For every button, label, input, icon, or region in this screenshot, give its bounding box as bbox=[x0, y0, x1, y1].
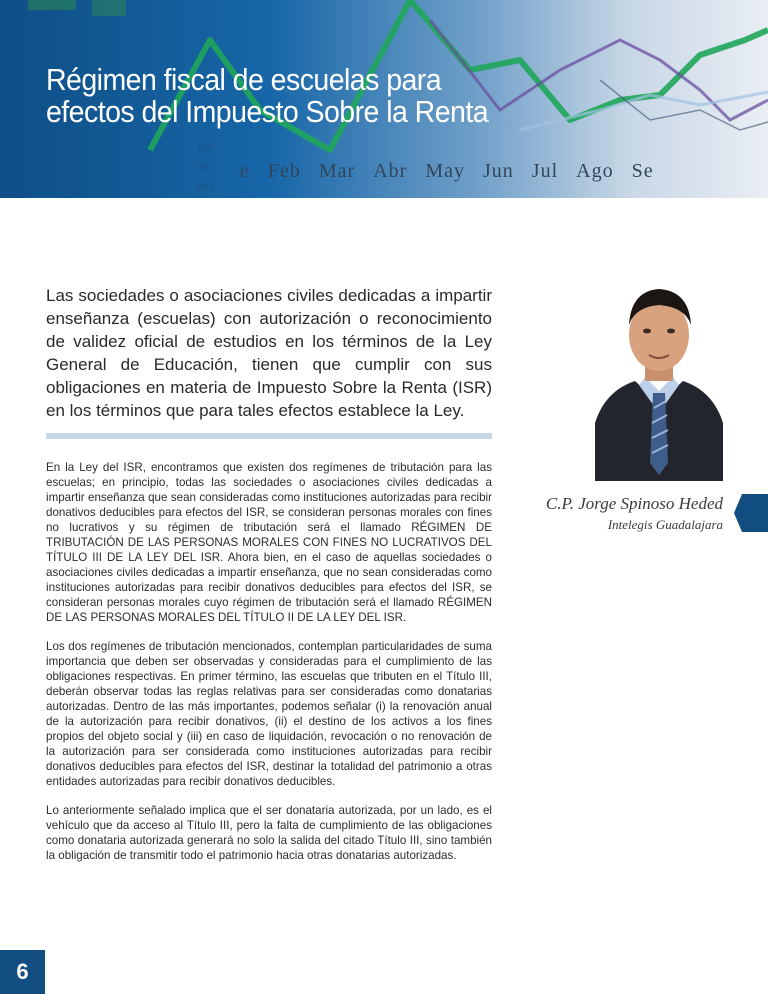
page-number: 6 bbox=[0, 950, 45, 994]
title-line-1: Régimen fiscal de escuelas para bbox=[46, 62, 442, 97]
lead-paragraph: Las sociedades o asociaciones civiles dedicadas a impartir enseñanza (escuelas) con autorización o reconocimiento de validez oficial de estudios en los términos de la Ley General de Educación, tienen que cumplir con sus obligaciones en materia de Impuesto Sobre la Renta (ISR) en los términos que para tales efectos establece la Ley. bbox=[46, 286, 492, 420]
tick-label: 001 bbox=[196, 179, 214, 193]
side-tab-marker bbox=[734, 494, 768, 532]
header-banner bbox=[0, 0, 768, 198]
author-photo bbox=[595, 273, 723, 481]
title-line-2: efectos del Impuesto Sobre la Renta bbox=[46, 94, 489, 129]
article-body bbox=[46, 460, 492, 877]
month-label: Jul bbox=[531, 160, 559, 182]
article-title bbox=[46, 64, 543, 128]
author-name: C.P. Jorge Spinoso Heded bbox=[545, 494, 723, 513]
month-label: Se bbox=[631, 160, 654, 182]
section-divider bbox=[46, 433, 492, 439]
month-label: May bbox=[425, 160, 465, 182]
month-label: Ago bbox=[576, 160, 614, 182]
body-paragraph: Los dos regímenes de tributación mencionados, contemplan particularidades de suma importancia que deben ser observadas y consideradas para el cumplimiento de las obligaciones respectivas. En primer término, las escuelas que tributen en el Título III, deberán observar todas las reglas relativas para ser consideradas como donatarias autorizadas. Dentro de las más importantes, podemos señalar (i) la renovación anual de la autorización para recibir donativos, (ii) el destino de los activos a los fines propios del objeto social y (iii) en caso de liquidación, revocación o no renovación de la autorización para ser considerada como instituciones autorizadas para recibir donativos deducibles para efectos del ISR, destinar la totalidad del patrimonio a otras entidades autorizadas para recibir donativos deducibles. bbox=[46, 640, 492, 788]
body-paragraph: Lo anteriormente señalado implica que el ser donataria autorizada, por un lado, es el vehículo que da acceso al Título III, pero la falta de cumplimiento de las obligaciones como donataria autorizada generará no solo la salida del citado Título III, sino también la obligación de transmitir todo el patrimonio hacia otras donatarias autorizadas. bbox=[46, 804, 492, 862]
tick-label: 100 bbox=[196, 139, 214, 153]
background-tick-labels bbox=[196, 136, 214, 196]
body-paragraph: En la Ley del ISR, encontramos que existen dos regímenes de tributación para las escuelas; en principio, todas las sociedades o asociaciones civiles dedicadas a impartir enseñanza que sean consideradas como instituciones autorizadas para recibir donativos deducibles para efectos del ISR, se consideran personas morales con fines no lucrativos y su régimen de tributación será el llamado RÉGIMEN DE TRIBUTACIÓN DE LAS PERSONAS MORALES CON FINES NO LUCRATIVOS DEL TÍTULO III DE LA LEY DEL ISR. Ahora bien, en el caso de aquellas sociedades o asociaciones civiles dedicadas a impartir enseñanza, que no sean consideradas como instituciones autorizadas para recibir donativos deducibles para efectos del ISR, se consideran personas morales cuyo régimen de tributación será el llamado RÉGIMEN DE LAS PERSONAS MORALES DEL TÍTULO II DE LA LEY DEL ISR. bbox=[46, 461, 492, 624]
tick-label: 00 bbox=[196, 159, 208, 173]
author-organization: Intelegis Guadalajara bbox=[607, 517, 723, 532]
month-label: Abr bbox=[373, 160, 408, 182]
background-month-labels bbox=[240, 160, 666, 183]
month-label: Jun bbox=[483, 160, 514, 182]
month-label: Mar bbox=[318, 160, 356, 182]
month-label: e bbox=[240, 160, 250, 182]
month-label: Feb bbox=[267, 160, 301, 182]
